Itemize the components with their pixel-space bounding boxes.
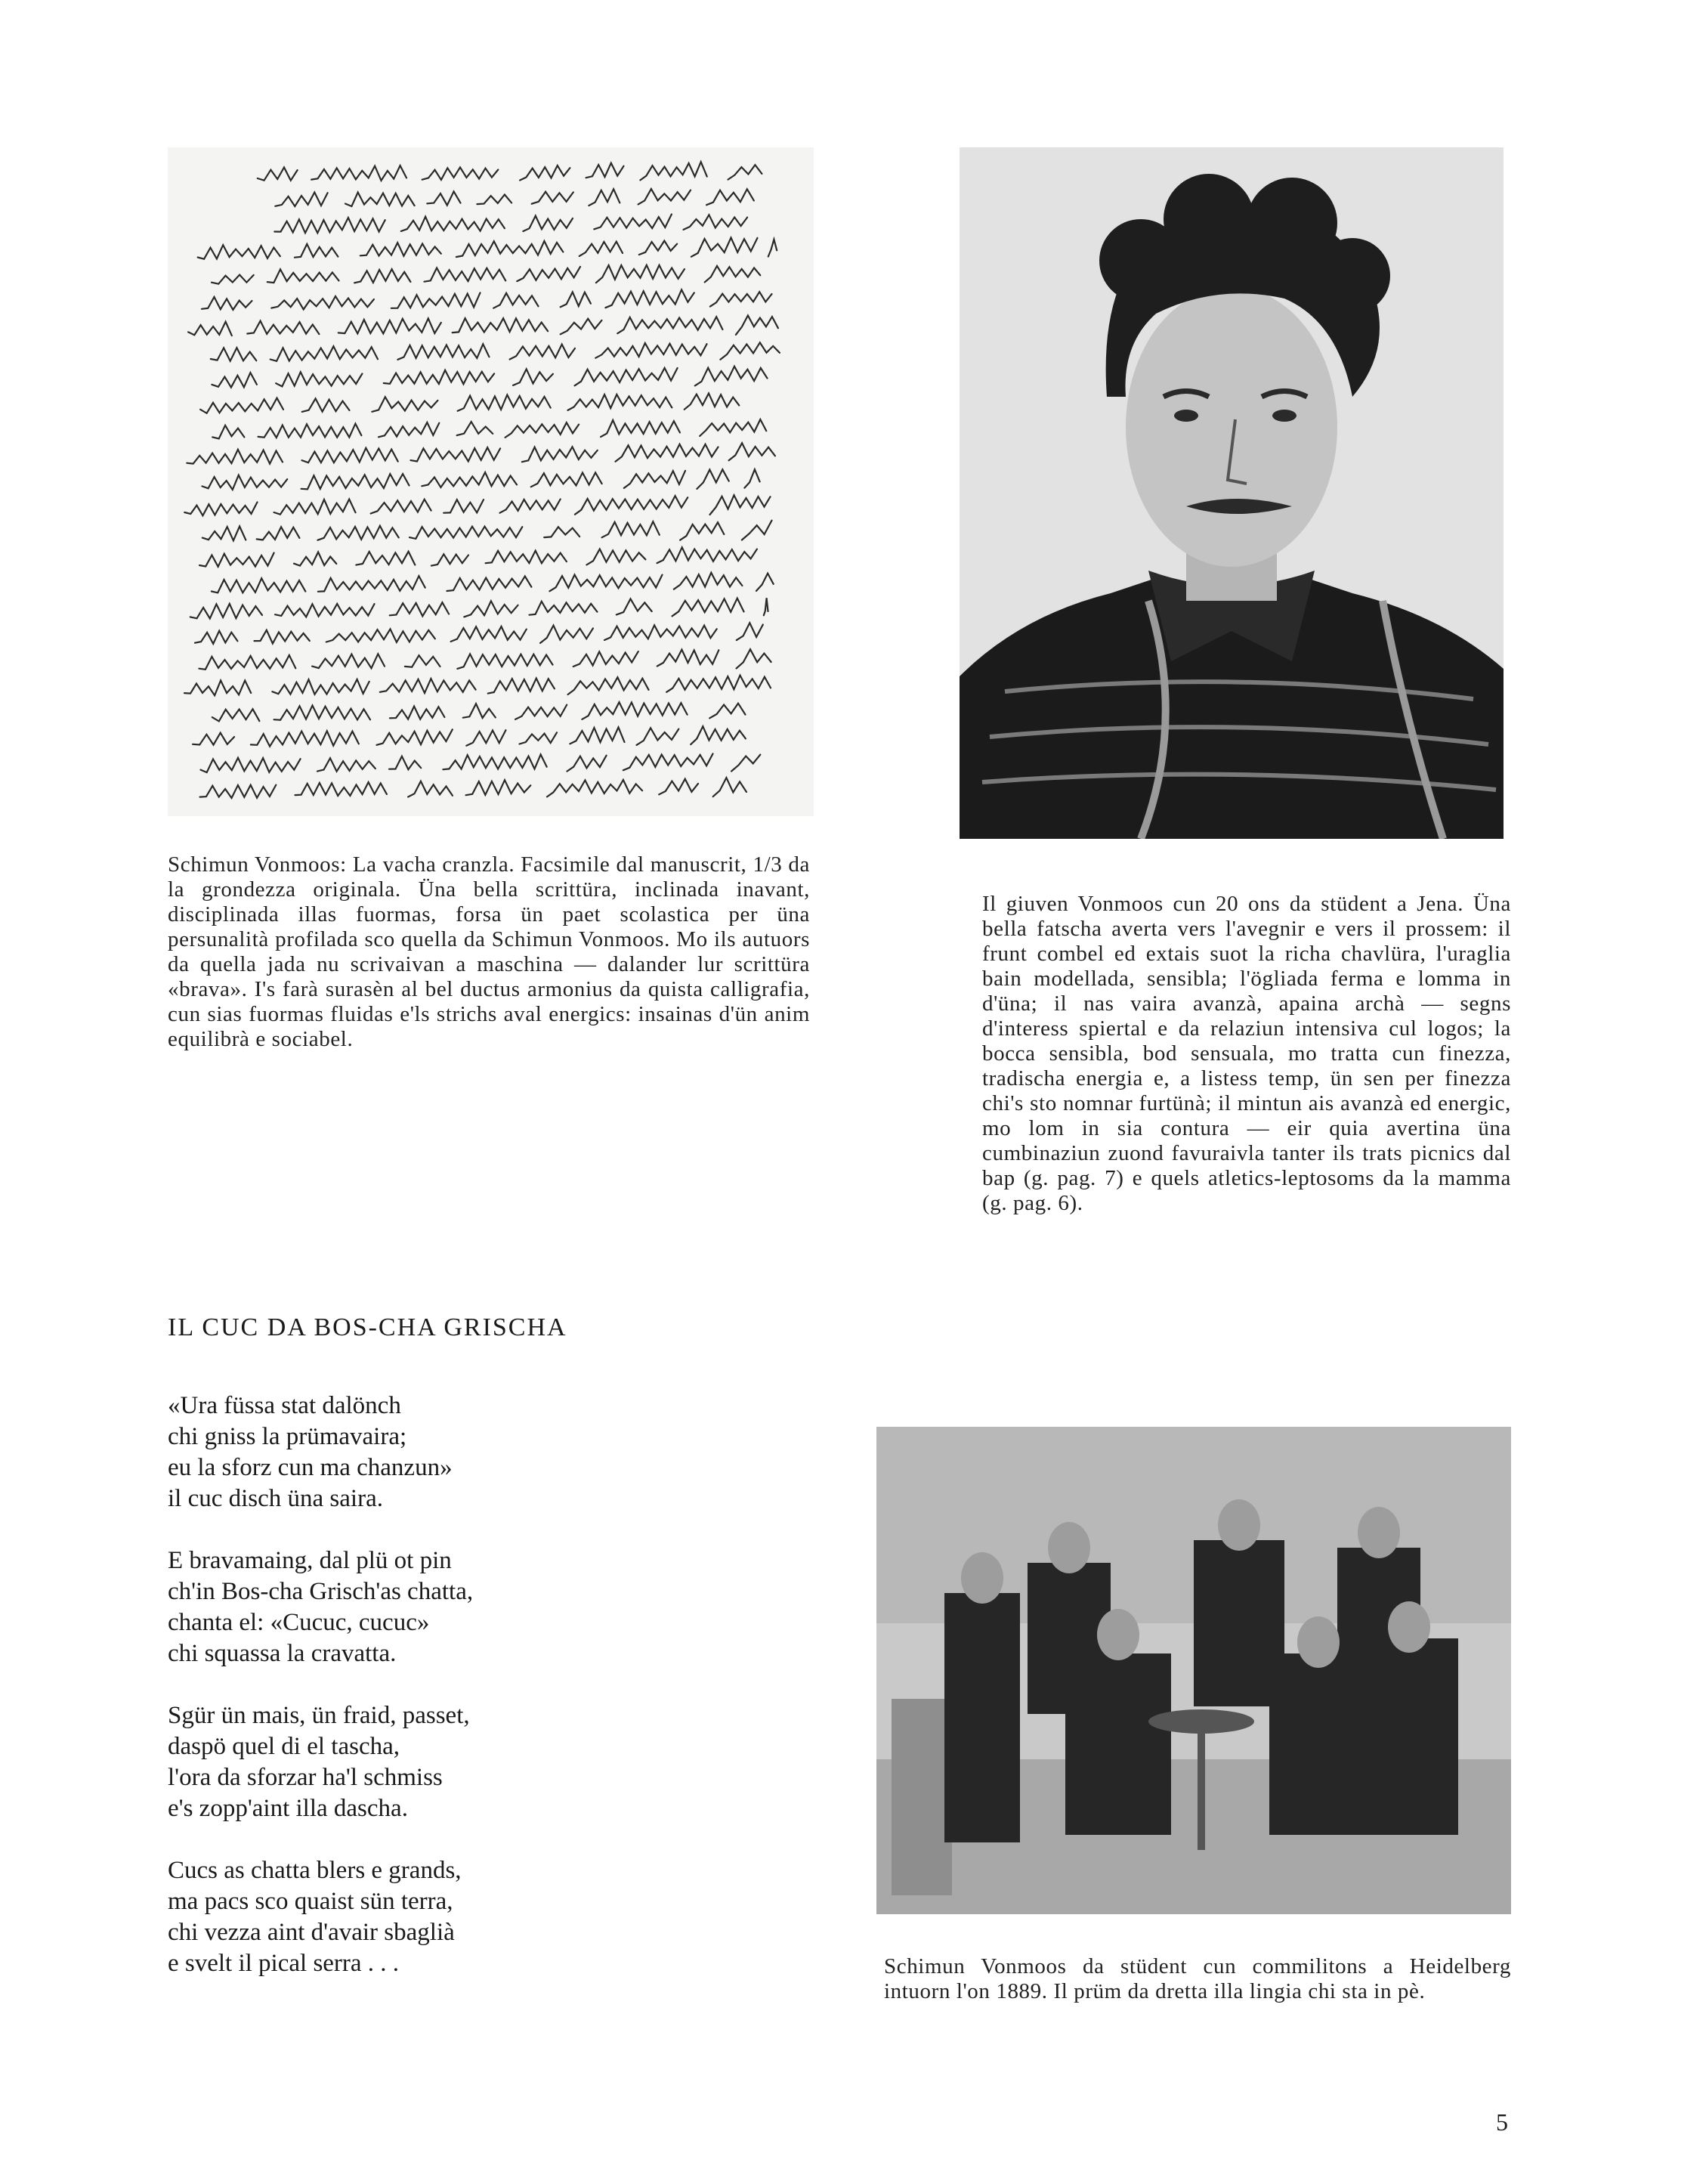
handwriting-stroke xyxy=(275,604,374,617)
handwriting-stroke xyxy=(258,424,362,438)
handwriting-stroke xyxy=(736,316,778,335)
handwriting-stroke xyxy=(202,297,252,310)
handwriting-stroke xyxy=(567,756,607,772)
handwriting-stroke xyxy=(547,780,642,797)
handwriting-stroke xyxy=(595,343,706,358)
handwriting-stroke xyxy=(561,319,602,335)
handwriting-stroke xyxy=(709,704,745,719)
portrait-illustration xyxy=(960,147,1504,839)
handwriting-stroke xyxy=(589,189,620,206)
handwriting-stroke xyxy=(274,706,370,720)
handwriting-stroke xyxy=(640,162,706,180)
handwriting-stroke xyxy=(532,192,573,204)
handwriting-stroke xyxy=(295,782,387,796)
poem-stanza-2 xyxy=(168,1545,772,1669)
handwriting-stroke xyxy=(200,785,277,798)
poem-line: il cuc disch üna saira. xyxy=(168,1485,383,1512)
handwriting-stroke xyxy=(377,729,453,745)
handwriting-stroke xyxy=(451,626,527,642)
handwriting-stroke xyxy=(575,496,688,515)
handwriting-stroke xyxy=(691,238,758,257)
handwriting-stroke xyxy=(540,626,593,643)
handwriting-stroke xyxy=(200,398,283,413)
handwriting-stroke xyxy=(458,395,551,411)
handwriting-stroke xyxy=(447,577,532,592)
poem-line: E bravamaing, dal plü ot pin xyxy=(168,1547,452,1574)
manuscript-caption: Schimun Vonmoos: La vacha cranzla. Facsimile dal manuscrit, 1/3 da la grondezza originala. Üna bella scrittüra, inclinada inavant, disciplinada illas fuormas, forsa ün paet scolastica per üna persunalità profilada sco quella da Schimun Vonmoos. Mo ils autuors da quella jada nu scrivaivan a maschina — dalander lur scrittüra «brava». I's farà surasèn al bel ductus armonius da quista calligrafia, cun sias fuormas fluidas e'ls strichs aval energics: insainas d'ün anim equilibrà e sociabel. xyxy=(168,852,810,1051)
handwriting-stroke xyxy=(195,631,237,644)
handwriting-stroke xyxy=(422,167,499,180)
handwriting-stroke xyxy=(586,549,645,565)
handwriting-stroke xyxy=(188,322,232,336)
handwriting-stroke xyxy=(247,321,319,335)
handwriting-stroke xyxy=(326,629,435,642)
handwriting-stroke xyxy=(520,732,558,744)
poem-line: chi vezza aint d'avair sbaglià xyxy=(168,1919,455,1946)
handwriting-stroke xyxy=(691,726,746,744)
handwriting-stroke xyxy=(267,269,339,283)
handwriting-stroke xyxy=(596,265,685,283)
handwriting-stroke xyxy=(706,189,754,205)
handwriting-stroke xyxy=(184,681,251,696)
handwriting-stroke xyxy=(202,475,288,490)
handwriting-stroke xyxy=(617,317,722,333)
handwriting-stroke xyxy=(390,707,445,719)
handwriting-stroke xyxy=(568,394,672,410)
handwriting-stroke xyxy=(517,267,580,281)
handwriting-stroke xyxy=(520,166,570,181)
handwriting-stroke xyxy=(697,469,728,489)
handwriting-stroke xyxy=(274,218,385,233)
handwriting-stroke xyxy=(705,266,761,283)
handwriting-stroke xyxy=(768,240,777,257)
handwriting-stroke xyxy=(318,576,425,592)
handwriting-stroke xyxy=(212,373,257,387)
handwriting-stroke xyxy=(318,526,399,540)
handwriting-stroke xyxy=(270,346,378,361)
handwriting-stroke xyxy=(657,650,719,667)
handwriting-stroke xyxy=(710,292,772,306)
portrait-caption: Il giuven Vonmoos cun 20 ons da stüdent a Jena. Üna bella fatscha averta vers l'avegnir e vers il prossem: il frunt combel ed extais suot la richa chavlüra, l'uraglia bain modellada, sensibla; l'ögliada ferma e lomma in d'üna; il nas vaira avanzà, apaina archà — segns d'interess spiertal e da relaziun intensiva cul logos; la bocca sensibla, bod sensuala, mo tratta cun finezza, tradischa energia e, a listess temp, ün sen per finezza chi's sto nomnar furtünà; il mintun ais avanzà ed energic, mo lom in sia contura — eir quia avertina üna cumbinaziun zuond favuraivla tanter ils trats picnics dal bap (g. pag. 7) e quels atletics-leptosoms da la mamma (g. pag. 6). xyxy=(982,892,1511,1215)
handwriting-stroke xyxy=(493,293,538,308)
handwriting-stroke xyxy=(212,275,254,284)
handwriting-stroke xyxy=(427,191,460,205)
handwriting-stroke xyxy=(212,578,305,592)
poem-line: Sgür ün mais, ün fraid, passet, xyxy=(168,1702,470,1729)
poem-stanza-1 xyxy=(168,1391,772,1514)
handwriting-stroke xyxy=(659,779,698,795)
handwriting-stroke xyxy=(187,450,283,464)
handwriting-stroke xyxy=(201,758,301,772)
handwriting-scribbles xyxy=(168,147,814,816)
handwriting-stroke xyxy=(391,292,481,308)
handwriting-stroke xyxy=(742,521,772,540)
handwriting-stroke xyxy=(271,296,374,309)
handwriting-stroke xyxy=(570,727,624,744)
handwriting-stroke xyxy=(720,342,780,359)
handwriting-stroke xyxy=(356,552,415,565)
handwriting-stroke xyxy=(710,495,771,515)
handwriting-stroke xyxy=(601,420,680,437)
handwriting-stroke xyxy=(594,215,672,230)
poem-title: IL CUC DA BOS-CHA GRISCHA xyxy=(168,1313,567,1341)
page-number: 5 xyxy=(1496,2108,1508,2136)
handwriting-stroke xyxy=(500,500,561,513)
handwriting-stroke xyxy=(544,527,579,537)
handwriting-stroke xyxy=(624,471,685,488)
handwriting-stroke xyxy=(211,348,257,361)
handwriting-stroke xyxy=(422,472,517,487)
handwriting-stroke xyxy=(674,573,743,589)
handwriting-stroke xyxy=(586,163,624,178)
handwriting-stroke xyxy=(384,370,494,385)
handwriting-stroke xyxy=(466,730,505,746)
handwriting-stroke xyxy=(275,193,327,207)
poem-line: e's zopp'aint illa dascha. xyxy=(168,1795,408,1822)
handwriting-stroke xyxy=(272,679,369,694)
handwriting-stroke xyxy=(523,216,573,231)
group-photo-illustration xyxy=(876,1427,1511,1914)
handwriting-stroke xyxy=(397,344,489,360)
handwriting-stroke xyxy=(728,165,762,179)
handwriting-stroke xyxy=(371,500,431,514)
poem-line: chi gniss la prümavaira; xyxy=(168,1423,407,1450)
handwriting-stroke xyxy=(257,527,300,540)
handwriting-stroke xyxy=(311,166,406,181)
poem-line: l'ora da sforzar ha'l schmiss xyxy=(168,1764,443,1791)
handwriting-stroke xyxy=(637,728,679,745)
handwriting-stroke xyxy=(354,269,410,283)
handwriting-stroke xyxy=(199,553,274,567)
handwriting-stroke xyxy=(515,705,567,719)
handwriting-stroke xyxy=(425,268,506,282)
handwriting-stroke xyxy=(408,781,453,797)
handwriting-stroke xyxy=(639,241,677,255)
handwriting-stroke xyxy=(255,630,310,644)
handwriting-stroke xyxy=(505,422,579,438)
handwriting-stroke xyxy=(616,444,719,462)
handwriting-stroke xyxy=(453,318,548,333)
handwriting-stroke xyxy=(744,469,759,487)
handwriting-stroke xyxy=(274,500,356,515)
handwriting-stroke xyxy=(604,625,717,640)
poem xyxy=(168,1391,772,2010)
handwriting-stroke xyxy=(198,245,280,259)
handwriting-stroke xyxy=(301,474,410,489)
poem-line: ma pacs sco quaist sün terra, xyxy=(168,1888,453,1915)
poem-line: daspö quel di el tascha, xyxy=(168,1733,400,1760)
handwriting-stroke xyxy=(561,292,591,308)
handwriting-stroke xyxy=(522,447,598,462)
handwriting-stroke xyxy=(573,651,638,667)
handwriting-stroke xyxy=(700,419,766,436)
handwriting-stroke xyxy=(212,425,244,439)
group-photo xyxy=(876,1427,1511,1914)
group-photo-caption: Schimun Vonmoos da stüdent cun commilitons a Heidelberg intuorn l'on 1889. Il prüm da dretta illa lingia chi sta in pè. xyxy=(884,1954,1511,2003)
poem-line: «Ura füssa stat dalönch xyxy=(168,1392,401,1419)
handwriting-stroke xyxy=(685,394,740,410)
handwriting-stroke xyxy=(193,733,234,745)
handwriting-stroke xyxy=(729,443,775,460)
handwriting-stroke xyxy=(464,601,518,617)
handwriting-stroke xyxy=(410,527,522,539)
portrait-photo xyxy=(960,147,1504,839)
handwriting-stroke xyxy=(466,780,531,795)
handwriting-stroke xyxy=(212,709,260,721)
handwriting-stroke xyxy=(605,289,694,308)
handwriting-stroke xyxy=(184,503,257,516)
poem-stanza-4 xyxy=(168,1855,772,1979)
handwriting-stroke xyxy=(737,623,763,640)
handwriting-stroke xyxy=(513,369,553,385)
handwriting-stroke xyxy=(312,654,385,668)
handwriting-stroke xyxy=(372,397,437,412)
handwriting-stroke xyxy=(431,554,468,565)
handwriting-stroke xyxy=(510,345,575,360)
handwriting-stroke xyxy=(390,602,449,616)
handwriting-stroke xyxy=(190,604,262,619)
handwriting-stroke xyxy=(731,755,760,772)
handwriting-stroke xyxy=(338,318,441,333)
handwriting-stroke xyxy=(411,447,501,461)
handwriting-stroke xyxy=(443,754,546,769)
handwriting-stroke xyxy=(379,422,439,437)
poem-line: chi squassa la cravatta. xyxy=(168,1640,397,1667)
handwriting-stroke xyxy=(276,372,362,386)
handwriting-stroke xyxy=(568,677,649,694)
handwriting-stroke xyxy=(456,241,563,257)
handwriting-stroke xyxy=(405,655,440,667)
handwriting-stroke xyxy=(295,244,338,258)
handwriting-stroke xyxy=(579,242,623,256)
handwriting-stroke xyxy=(401,217,505,231)
poem-line: ch'in Bos-cha Grisch'as chatta, xyxy=(168,1578,474,1605)
handwriting-stroke xyxy=(443,500,484,513)
handwriting-stroke xyxy=(672,599,744,617)
handwriting-stroke xyxy=(737,649,771,668)
handwriting-stroke xyxy=(457,654,552,669)
handwriting-stroke xyxy=(680,522,724,540)
handwriting-stroke xyxy=(684,215,748,230)
handwriting-stroke xyxy=(486,551,567,564)
handwriting-stroke xyxy=(477,195,511,205)
handwriting-stroke xyxy=(294,552,336,566)
poem-stanza-3 xyxy=(168,1700,772,1824)
handwriting-stroke xyxy=(602,521,660,537)
handwriting-stroke xyxy=(360,243,441,256)
poem-line: e svelt il pical serra . . . xyxy=(168,1950,400,1977)
handwriting-stroke xyxy=(638,189,691,204)
handwriting-stroke xyxy=(617,599,652,614)
handwriting-stroke xyxy=(302,448,398,462)
handwriting-stroke xyxy=(657,547,757,563)
manuscript-facsimile-image xyxy=(168,147,814,816)
handwriting-stroke xyxy=(549,575,662,592)
handwriting-stroke xyxy=(530,602,598,615)
handwriting-stroke xyxy=(666,676,771,692)
handwriting-stroke xyxy=(575,368,678,385)
handwriting-stroke xyxy=(713,778,746,797)
handwriting-stroke xyxy=(258,168,298,181)
handwriting-stroke xyxy=(488,679,555,694)
handwriting-stroke xyxy=(251,731,359,746)
poem-line: chanta el: «Cucuc, cucuc» xyxy=(168,1609,430,1636)
handwriting-stroke xyxy=(317,758,376,772)
handwriting-stroke xyxy=(695,367,768,386)
handwriting-stroke xyxy=(345,193,415,207)
handwriting-stroke xyxy=(531,472,602,487)
handwriting-stroke xyxy=(202,527,246,541)
poem-line: Cucs as chatta blers e grands, xyxy=(168,1857,462,1884)
handwriting-stroke xyxy=(463,704,496,718)
handwriting-stroke xyxy=(582,702,687,719)
handwriting-stroke xyxy=(756,574,774,591)
handwriting-stroke xyxy=(764,598,768,615)
poem-line: eu la sforz cun ma chanzun» xyxy=(168,1454,453,1481)
handwriting-stroke xyxy=(457,422,493,435)
handwriting-stroke xyxy=(389,756,421,770)
handwriting-stroke xyxy=(199,655,295,670)
handwriting-stroke xyxy=(302,398,350,412)
handwriting-stroke xyxy=(380,679,476,693)
handwriting-stroke xyxy=(623,753,713,770)
